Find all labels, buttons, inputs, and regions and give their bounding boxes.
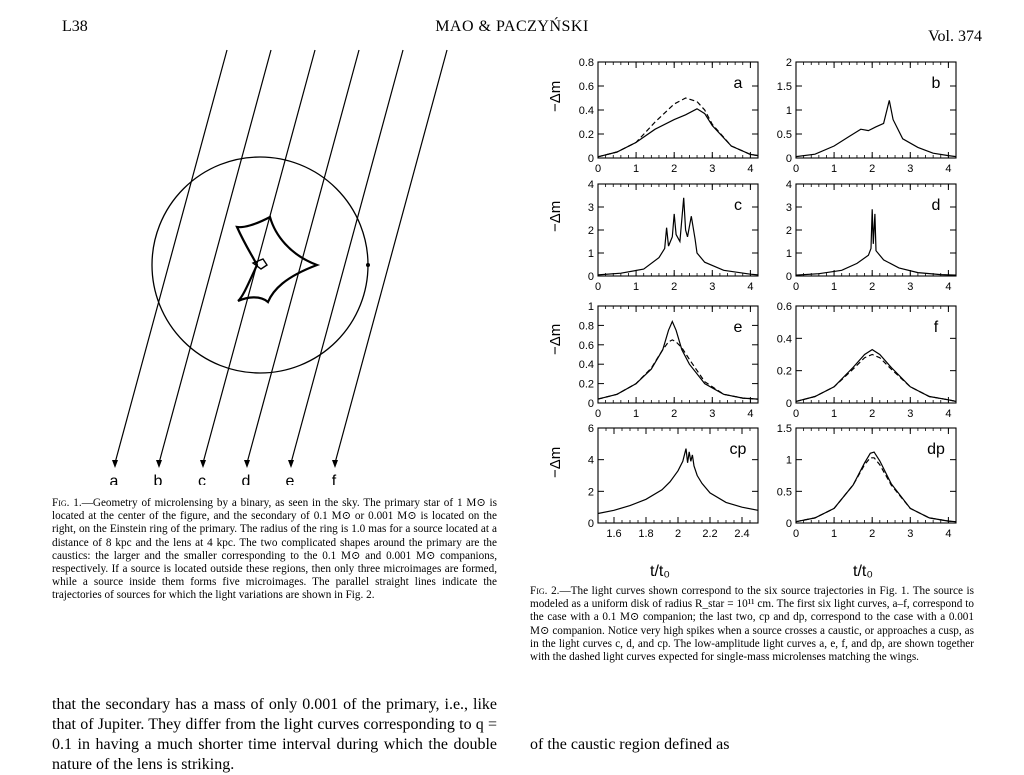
- x-tick-label: 4: [747, 163, 754, 175]
- figure-2-caption-label: Fig. 2.: [530, 585, 560, 597]
- panel-label-dp: dp: [927, 441, 945, 458]
- figure-1-caption-text: —Geometry of microlensing by a binary, as seen in the sky. The primary star of 1 M⊙ is located at the center of the figure, and the secondary of 0.1 M⊙ or 0.001 M⊙ is located on the right, on the Einstein ring of the primary. The radius of the ring is 1.0 mas for a source located at a distance of 8 kpc and the lens at 4 kpc. The two complicated shapes around the primary are the caustics: the larger and the smaller corresponding to the 0.1 M⊙ and 0.001 M⊙ companions, respectively. If a source is located outside these regions, then only three microimages are formed, while a source inside them forms five microimages. The parallel straight lines indicate the trajectories of sources for which the light variations are shown in Fig. 2.: [52, 497, 497, 602]
- trajectory-label-f: f: [331, 473, 337, 485]
- y-tick-label: 2: [587, 486, 594, 499]
- x-tick-label: 1: [633, 408, 640, 420]
- y-tick-label: 6: [587, 423, 594, 435]
- x-tick-label: 4: [747, 408, 754, 420]
- series-line-dp-solid: [796, 452, 956, 522]
- y-tick-label: 1: [785, 454, 792, 467]
- running-head-authors: MAO & PACZYŃSKI: [435, 18, 589, 35]
- x-tick-label: 1: [633, 281, 640, 293]
- x-tick-label: 2.2: [702, 528, 718, 540]
- y-tick-label: 1: [587, 301, 594, 313]
- y-tick-label: 1: [785, 248, 792, 260]
- x-tick-label: 3: [907, 528, 914, 540]
- y-tick-label: 0: [587, 398, 594, 410]
- panel-label-b: b: [931, 75, 941, 92]
- panel-label-e: e: [733, 319, 743, 336]
- y-tick-label: 4: [587, 454, 594, 467]
- y-tick-label: 0.6: [776, 301, 792, 313]
- y-tick-label: 0: [587, 153, 594, 165]
- x-tick-label: 1: [831, 528, 838, 540]
- y-tick-label: 0.2: [776, 365, 792, 378]
- y-tick-label: 1.5: [776, 81, 792, 93]
- y-tick-label: 0.4: [776, 333, 792, 346]
- panel-b: [777, 57, 956, 175]
- x-tick-label: 1: [831, 408, 838, 420]
- y-tick-label: 2: [785, 57, 792, 69]
- series-line-d-solid: [796, 209, 956, 275]
- y-tick-label: 0.4: [578, 359, 594, 372]
- x-tick-label: 1: [831, 163, 838, 175]
- x-tick-label: 4: [945, 281, 952, 293]
- y-axis-label-row3: −Δm: [547, 323, 564, 355]
- y-tick-label: 1.5: [776, 423, 792, 435]
- x-tick-label: 0: [594, 281, 602, 293]
- panel-label-cp: cp: [729, 441, 747, 458]
- y-tick-label: 0.5: [776, 486, 792, 499]
- x-tick-label: 2: [869, 281, 876, 293]
- figure-1-caption-label: Fig. 1.: [52, 497, 82, 509]
- x-tick-label: 2: [869, 528, 876, 540]
- x-tick-label: 4: [945, 163, 952, 175]
- y-tick-label: 0.8: [578, 57, 594, 69]
- x-tick-label: 3: [907, 281, 914, 293]
- x-tick-label: 0: [792, 281, 800, 293]
- y-tick-label: 0: [785, 153, 792, 165]
- x-tick-label: 0: [594, 408, 602, 420]
- panel-e: [579, 301, 758, 420]
- y-tick-label: 4: [587, 179, 594, 191]
- x-tick-label: 4: [945, 408, 952, 420]
- x-tick-label: 1: [831, 281, 838, 293]
- x-tick-label: 3: [709, 163, 716, 175]
- y-tick-label: 1: [587, 248, 594, 260]
- y-axis-label-row4: −Δm: [547, 446, 564, 478]
- series-line-b-solid: [796, 100, 956, 156]
- x-tick-label: 0: [792, 408, 800, 420]
- panel-a: [579, 57, 758, 175]
- x-tick-label: 1: [633, 163, 640, 175]
- trajectory-label-a: a: [109, 473, 119, 485]
- volume-label: Vol. 374: [928, 28, 982, 45]
- panel-f: [777, 301, 956, 420]
- x-tick-label: 4: [945, 528, 952, 540]
- x-tick-label: 2: [671, 408, 678, 420]
- x-tick-label: 4: [747, 281, 754, 293]
- x-tick-label: 2: [869, 408, 876, 420]
- x-tick-label: 2.4: [734, 528, 750, 540]
- body-text-left: that the secondary has a mass of only 0.001 of the primary, i.e., like that of Jupiter. They differ from the light curves corresponding to q = 0.1 in having a much shorter time interval during which the double nature of the lens is striking.: [52, 696, 497, 773]
- y-tick-label: 4: [785, 179, 792, 191]
- x-tick-label: 2: [671, 281, 678, 293]
- panel-d: [786, 179, 956, 293]
- y-tick-label: 0.4: [578, 105, 594, 117]
- panel-label-d: d: [931, 197, 941, 214]
- y-tick-label: 1: [785, 105, 792, 117]
- y-axis-label-row2: −Δm: [547, 200, 564, 232]
- figure-2-caption: [530, 585, 974, 664]
- x-tick-label: 0: [792, 163, 800, 175]
- series-line-f-dashed: [796, 355, 956, 402]
- panel-grid: [579, 57, 956, 540]
- y-tick-label: 0: [785, 271, 792, 283]
- y-tick-label: 0.2: [578, 129, 594, 141]
- x-axis-label-left: t/t₀: [650, 563, 670, 580]
- x-tick-label: 2: [674, 528, 682, 540]
- trajectory-label-b: b: [153, 473, 163, 485]
- y-tick-label: 3: [785, 202, 792, 214]
- x-tick-label: 0: [594, 163, 602, 175]
- x-tick-label: 0: [792, 528, 800, 540]
- x-tick-label: 2: [671, 163, 678, 175]
- panel-label-a: a: [733, 75, 743, 92]
- y-tick-label: 2: [785, 225, 792, 237]
- trajectory-label-c: c: [198, 473, 206, 485]
- x-tick-label: 2: [869, 163, 876, 175]
- series-line-cp-solid: [598, 449, 758, 514]
- x-tick-label: 3: [709, 408, 716, 420]
- panel-label-f: f: [933, 319, 939, 336]
- y-tick-label: 0.2: [578, 378, 594, 391]
- trajectory-label-d: d: [241, 473, 251, 485]
- y-tick-label: 0.6: [578, 339, 594, 352]
- panel-c: [588, 179, 758, 293]
- y-tick-label: 0: [785, 398, 792, 410]
- figure-2-caption-text: —The light curves shown correspond to the six source trajectories in Fig. 1. The source is modeled as a uniform disk of radius R_star = 10¹¹ cm. The first six light curves, a–f, correspond to the case with a 0.1 M⊙ companion; the last two, cp and dp, correspond to the case with a 0.001 M⊙ companion. Notice very high spikes when a source crosses a caustic, or approaches a cusp, as in the light curves c, d, and cp. The low-amplitude light curves a, e, f, and dp, are shown together with the dashed light curves expected for single-mass microlenses matching the wings.: [530, 585, 974, 664]
- series-line-a-dashed: [598, 98, 758, 157]
- x-tick-label: 1.6: [606, 528, 622, 540]
- y-tick-label: 0.6: [578, 81, 594, 93]
- panel-cp: [588, 423, 758, 540]
- series-line-dp-dashed: [796, 458, 956, 522]
- x-tick-label: 1.8: [638, 528, 654, 540]
- y-tick-label: 0: [587, 271, 594, 283]
- x-axis-label-right: t/t₀: [853, 563, 873, 580]
- x-tick-label: 3: [709, 281, 716, 293]
- y-tick-label: 0.5: [776, 129, 792, 141]
- x-tick-label: 3: [907, 163, 914, 175]
- page-number: L38: [62, 18, 88, 35]
- y-tick-label: 3: [587, 202, 594, 214]
- panel-dp: [777, 423, 956, 540]
- trajectory-label-e: e: [285, 473, 295, 485]
- y-tick-label: 0.8: [578, 320, 594, 333]
- y-tick-label: 2: [587, 225, 594, 237]
- body-text-right: of the caustic region defined as: [530, 736, 730, 753]
- x-tick-label: 3: [907, 408, 914, 420]
- series-line-e-dashed: [598, 340, 758, 399]
- panel-label-c: c: [734, 197, 742, 214]
- y-axis-label-row1: −Δm: [547, 80, 564, 112]
- y-tick-label: 0: [587, 518, 594, 530]
- y-tick-label: 0: [785, 518, 792, 530]
